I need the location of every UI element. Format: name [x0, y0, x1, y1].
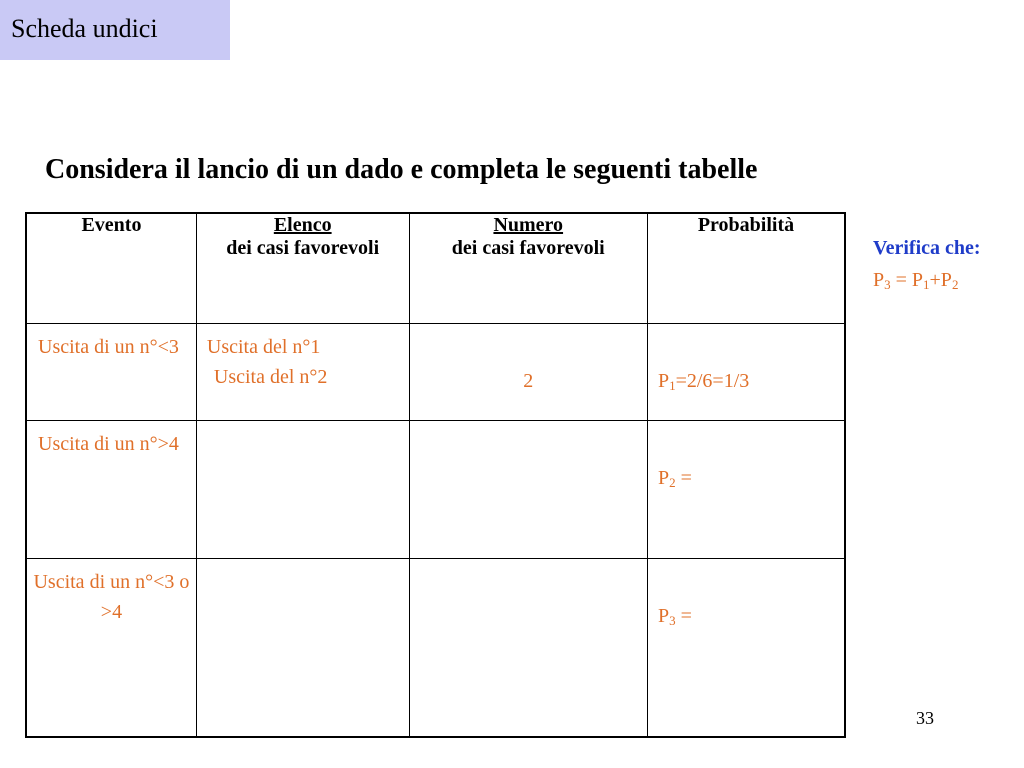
header-evento: Evento	[26, 213, 196, 324]
probability-table	[25, 212, 846, 738]
verify-title: Verifica che:	[873, 237, 981, 259]
cell-elenco[interactable]	[196, 421, 409, 559]
cell-probabilita	[647, 421, 845, 559]
verify-p3: P	[873, 269, 885, 291]
slide-tag: Scheda undici	[0, 0, 230, 60]
elenco-item: Uscita del n°2	[213, 366, 328, 388]
evento-text: Uscita di un n°<3 o >4	[33, 571, 190, 623]
page-number: 33	[916, 708, 934, 728]
prob-expression: =	[675, 605, 692, 627]
cell-elenco	[196, 324, 409, 421]
prob-subscript: 1	[669, 378, 676, 393]
prob-subscript: 3	[669, 613, 676, 628]
verify-formula	[873, 264, 981, 301]
cell-numero[interactable]	[409, 421, 647, 559]
evento-text: Uscita di un n°>4	[38, 433, 179, 455]
header-elenco-title: Elenco	[273, 214, 332, 236]
cell-evento	[26, 421, 196, 559]
prob-symbol: P	[657, 370, 670, 392]
header-elenco-sub: dei casi favorevoli	[226, 237, 380, 259]
verify-p3-sub: 3	[884, 277, 891, 292]
prob-symbol: P	[657, 467, 670, 489]
table-row	[26, 559, 845, 738]
verify-note	[873, 232, 981, 301]
table-row	[26, 421, 845, 559]
cell-probabilita	[647, 559, 845, 738]
prob-symbol: P	[657, 605, 670, 627]
header-numero-title: Numero	[493, 214, 564, 236]
numero-value: 2	[523, 370, 534, 392]
probabilita-value	[648, 559, 844, 629]
cell-evento	[26, 324, 196, 421]
cell-numero	[409, 324, 647, 421]
header-numero-sub: dei casi favorevoli	[451, 237, 605, 259]
header-numero	[409, 213, 647, 324]
probabilita-value	[648, 421, 844, 491]
prob-subscript: 2	[669, 475, 676, 490]
verify-plus: +P	[929, 269, 952, 291]
cell-evento	[26, 559, 196, 738]
prob-expression: =	[675, 467, 692, 489]
page-title: Considera il lancio di un dado e completa le seguenti tabelle	[45, 154, 758, 185]
evento-text: Uscita di un n°<3	[38, 336, 179, 358]
probabilita-value	[648, 324, 844, 394]
elenco-item: Uscita del n°1	[206, 336, 321, 358]
verify-eq: = P	[890, 269, 924, 291]
prob-expression: =2/6=1/3	[675, 370, 750, 392]
table-row	[26, 324, 845, 421]
header-probabilita: Probabilità	[647, 213, 845, 324]
cell-probabilita	[647, 324, 845, 421]
verify-p2-sub: 2	[951, 277, 959, 292]
verify-p1-sub: 1	[923, 277, 930, 292]
cell-elenco[interactable]	[196, 559, 409, 738]
cell-numero[interactable]	[409, 559, 647, 738]
table-header-row	[26, 213, 845, 324]
header-elenco	[196, 213, 409, 324]
